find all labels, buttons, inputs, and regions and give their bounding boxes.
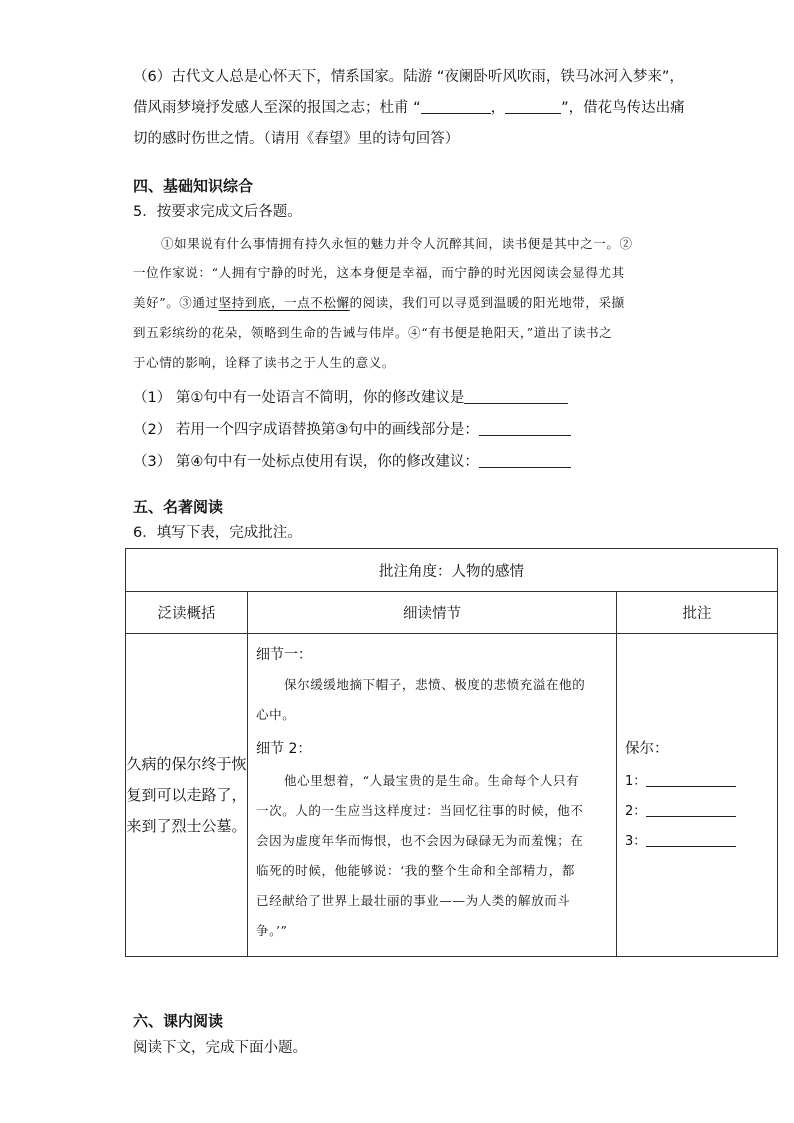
note-1-number: 1： (625, 774, 647, 789)
note-line-1 (625, 770, 736, 793)
subquestion-3-text: （3） 第④句中有一处标点使用有误，你的修改建议： (133, 454, 479, 470)
note-blank-1[interactable] (646, 770, 736, 787)
q6-poem-line-2c: ”，借花鸟传达出痛 (561, 100, 685, 116)
passage-line-3b: 的阅读，我们可以寻觅到温暖的阳光地带，采撷 (349, 295, 625, 310)
detail-2-line-4: 临死的时候，他能够说：‘我的整个生命和全部精力，都 (256, 863, 575, 878)
detail-2-line-5: 已经献给了世界上最壮丽的事业——为人类的解放而斗 (256, 893, 571, 908)
summary-cell: 久病的保尔终于恢复到可以走路了，来到了烈士公墓。 (126, 634, 248, 957)
poem-blank-2[interactable] (505, 97, 561, 114)
detail-2-line-3: 会因为虚度年华而悔恨，也不会因为碌碌无为而羞愧；在 (256, 833, 584, 848)
passage-line-5: 于心情的影响，诠释了读书之于人生的意义。 (133, 355, 396, 370)
q6-poem-line-3: 切的感时伤世之情。（请用《春望》里的诗句回答） (133, 131, 460, 147)
detail-1-line-a: 保尔缓缓地摘下帽子，悲愤、极度的悲愤充溢在他的 (284, 677, 586, 692)
note-blank-3[interactable] (646, 830, 736, 847)
passage-line-4: 到五彩缤纷的花朵，领略到生命的告诫与伟岸。④“有书便是艳阳天，”道出了读书之 (133, 325, 613, 340)
poem-blank-1[interactable] (421, 97, 491, 114)
section-5-title: 五、名著阅读 (133, 498, 224, 516)
note-blank-2[interactable] (646, 800, 736, 817)
note-line-2 (625, 800, 736, 823)
passage-line-1: ①如果说有什么事情拥有持久永恒的魅力并令人沉醉其间，读书便是其中之一。② (161, 236, 633, 251)
column-header-details: 细读情节 (248, 592, 617, 634)
passage-line-3 (133, 292, 625, 314)
q6-poem-line-2b: ， (490, 100, 506, 116)
subquestion-2-text: （2） 若用一个四字成语替换第③句中的画线部分是： (133, 422, 479, 438)
detail-1-line-b: 心中。 (256, 707, 296, 722)
subquestion-1-text: （1） 第①句中有一处语言不简明，你的修改建议是 (133, 390, 465, 406)
passage-line-3a: 美好”。③通过 (133, 295, 219, 310)
column-header-summary: 泛读概括 (126, 592, 248, 634)
notes-cell (617, 634, 778, 957)
passage-line-2: 一位作家说：“人拥有宁静的时光，这本身便是幸福，而宁静的时光因阅读会显得尤其 (133, 265, 625, 280)
annotation-table (125, 548, 778, 957)
q6-poem-line-1: （6）古代文人总是心怀天下，情系国家。陆游 “夜阑卧听风吹雨，铁马冰河入梦来”， (133, 69, 684, 85)
note-line-3 (625, 830, 736, 853)
detail-2-label: 细节 2： (256, 741, 312, 757)
section-4-prompt: 5．按要求完成文后各题。 (133, 204, 302, 220)
subquestion-1 (133, 387, 568, 409)
table-header: 批注角度：人物的感情 (126, 549, 778, 592)
q6-poem-line-2a: 借风雨梦境抒发感人至深的报国之志；杜甫 “ (133, 100, 421, 116)
section-6-prompt: 阅读下文，完成下面小题。 (133, 1040, 307, 1056)
subquestion-2 (133, 419, 571, 441)
note-3-number: 3： (625, 834, 647, 849)
q6-poem-line-2 (133, 97, 685, 119)
subquestion-3 (133, 451, 571, 473)
details-cell (248, 634, 617, 957)
notes-label: 保尔： (625, 741, 669, 757)
answer-blank-1[interactable] (464, 387, 568, 404)
section-4-title: 四、基础知识综合 (133, 177, 254, 195)
column-header-notes: 批注 (617, 592, 778, 634)
section-5-prompt: 6．填写下表，完成批注。 (133, 525, 302, 541)
note-2-number: 2： (625, 804, 647, 819)
detail-1-label: 细节一： (256, 647, 312, 663)
answer-blank-3[interactable] (479, 451, 571, 468)
detail-2-line-1: 他心里想着，“人最宝贵的是生命。生命每个人只有 (284, 773, 580, 788)
section-6-title: 六、课内阅读 (133, 1012, 224, 1030)
detail-2-line-6: 争。’” (256, 923, 288, 938)
answer-blank-2[interactable] (479, 419, 571, 436)
detail-2-line-2: 一次。人的一生应当这样度过：当回忆往事的时候，他不 (256, 803, 584, 818)
passage-underlined-phrase: 坚持到底，一点不松懈 (218, 295, 350, 310)
